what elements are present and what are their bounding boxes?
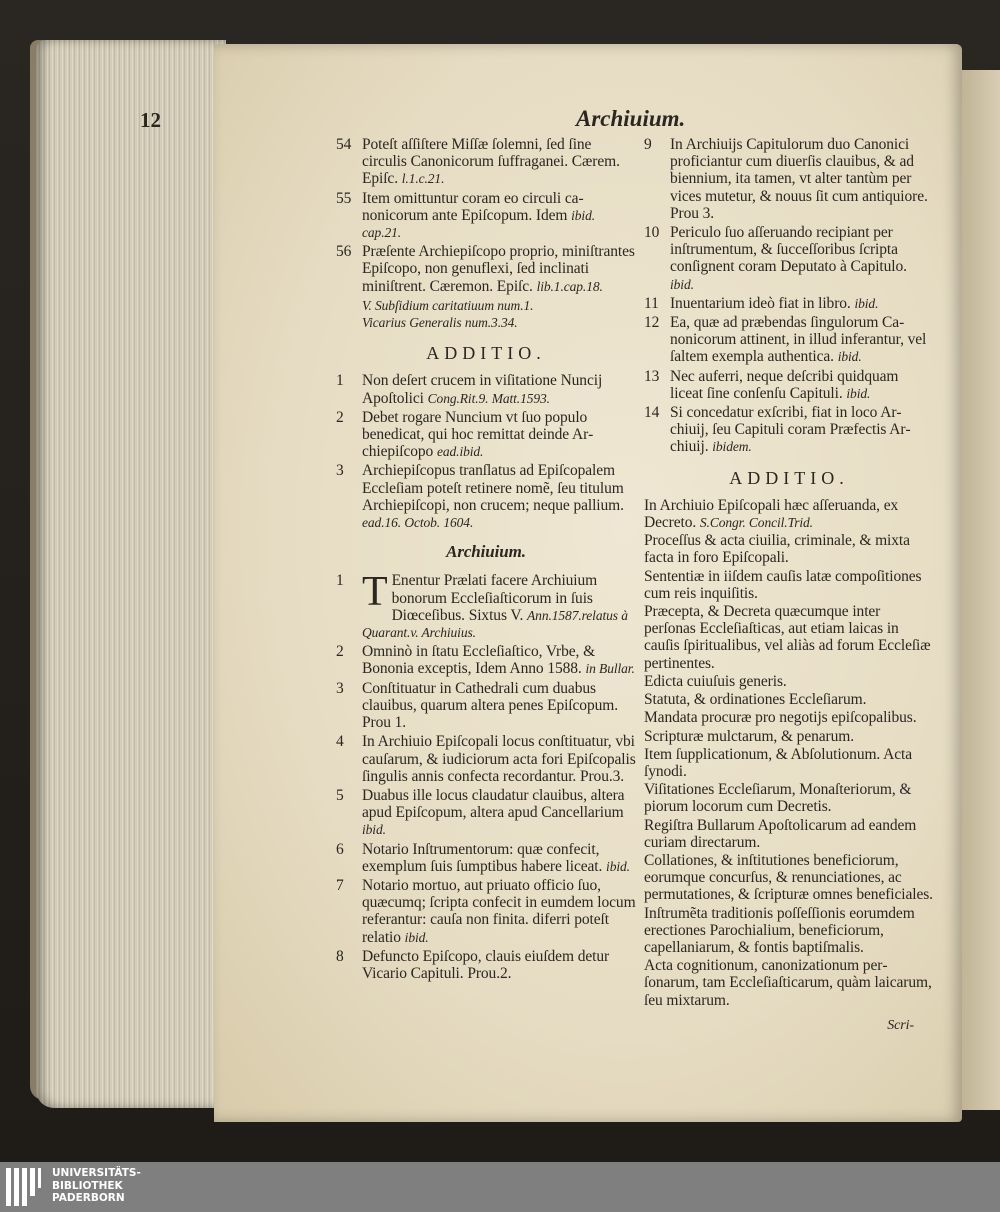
additio-entry	[336, 462, 636, 531]
list-item-text: Præcepta, & Decreta quæcumque inter perſonas Eccleſiaſticas, aut etiam laicas in cauſis ſpiritualibus, vel aliàs ad forum Eccleſiæ pertinentes.	[644, 603, 931, 672]
entry-number: 13	[644, 367, 660, 385]
entry-number: 14	[644, 404, 660, 422]
additio-list-item	[644, 957, 934, 1009]
library-name-line2: BIBLIOTHEK	[52, 1179, 123, 1192]
numbered-entry	[644, 136, 934, 222]
entry-text: Conſtituatur in Cathedrali cum duabus clauibus, quarum altera penes Epiſcopum. Prou 1.	[362, 679, 618, 732]
library-name	[52, 1167, 141, 1205]
entry-reference: ibid. cap.21.	[362, 207, 596, 241]
entry-reference: ibid.	[404, 929, 429, 945]
list-item-text: Item ſupplicationum, & Abſolutionum. Acta ſynodi.	[644, 745, 912, 780]
entry-text: Si concedatur exſcribi, fiat in loco Archiuij, ſeu Capituli coram Præfectis Archiuij.	[670, 404, 911, 456]
archiuium-entry	[336, 948, 636, 982]
additio-entry	[336, 372, 636, 406]
entry-text: Ea, quæ ad præbendas ſingulorum Canonicorum attinent, in illud inferantur, vel ſaltem exempla authentica.	[670, 314, 927, 366]
entry-text: Omninò in ſtatu Eccleſiaſtico, Vrbe, & Bononia exceptis, Idem Anno 1588.	[362, 643, 596, 678]
additio-list-item	[644, 691, 934, 708]
numbered-entry	[644, 224, 934, 293]
entry-number: 54	[336, 136, 352, 153]
entry-text: Notario mortuo, aut priuato officio ſuo, quæcumq; ſcripta confecit in eumdem locum referantur: cauſa non finita. diferri poteſt relatio	[362, 876, 636, 946]
additio-list-item	[644, 497, 934, 531]
additio-list-item	[644, 709, 934, 726]
right-column	[644, 136, 934, 1034]
entry-text: Defuncto Epiſcopo, clauis eiuſdem detur Vicario Capituli. Prou.2.	[362, 947, 610, 982]
entry-text: Archiepiſcopus tranſlatus ad Epiſcopalem Eccleſiam poteſt retinere nomẽ, ſeu titulum Archiepiſcopi, non crucem; neque pallium.	[362, 462, 624, 514]
entry-text: In Archiuijs Capitulorum duo Canonici proficiantur cum diuerſis clauibus, & ad biennium, ita tamen, vt alter tantùm per vices mutetur, & nouus ſit cum antiquiore. Prou 3.	[670, 136, 928, 222]
additio-list-item	[644, 532, 934, 566]
list-item-text: Statuta, & ordinationes Eccleſiarum.	[644, 691, 867, 709]
numbered-entry	[644, 314, 934, 366]
additio-list-item	[644, 728, 934, 745]
library-footer	[0, 1162, 1000, 1212]
entry-reference: ibid.	[606, 858, 630, 874]
entry-number: 4	[336, 733, 344, 751]
entry-reference: ibidem.	[712, 439, 752, 455]
numbered-entry	[336, 136, 636, 188]
entry-number: 12	[644, 314, 660, 332]
cross-reference: V. Subſidium caritatiuum num.1.	[362, 297, 534, 313]
entry-reference: ibid.	[670, 276, 694, 292]
entry-text: Poteſt aſſiſtere Miſſæ ſolemni, ſed ſine circulis Canonicorum ſuffraganei. Cærem. Epiſc.	[362, 136, 620, 188]
cross-reference: Vicarius Generalis num.3.34.	[362, 315, 518, 331]
catchword: Scri-	[887, 1017, 914, 1033]
entry-number: 9	[644, 136, 652, 153]
additio-list-item	[644, 603, 934, 672]
entry-reference: ibid.	[846, 385, 871, 401]
list-item-text: Regiſtra Bullarum Apoſtolicarum ad eandem curiam directarum.	[644, 816, 917, 851]
additio-list-item	[644, 673, 934, 690]
library-name-line1: UNIVERSITÄTS-	[52, 1167, 141, 1179]
entry-text: Non deſert crucem in viſitatione Nuncij Apoſtolici	[362, 372, 603, 407]
drop-capital: T	[362, 569, 388, 616]
entry-text: Debet rogare Nuncium vt ſuo populo benedicat, qui hoc remittat deinde Archiepiſcopo	[362, 408, 594, 461]
entry-reference: ibid.	[362, 822, 386, 838]
page-text	[336, 136, 946, 1096]
entry-reference: in Bullar.	[585, 661, 635, 677]
numbered-entry	[336, 243, 636, 295]
list-item-text: Mandata procuræ pro negotijs epiſcopalibus.	[644, 709, 917, 727]
additio-list-item	[644, 746, 934, 780]
section-heading-additio: ADDITIO.	[729, 467, 849, 488]
left-column	[336, 136, 636, 984]
entry-number: 5	[336, 786, 344, 804]
entry-text: Periculo ſuo aſſeruando recipiant per inſtrumentum, & ſucceſſoribus ſcripta conſignent coram Deputato à Capitulo.	[670, 224, 907, 276]
section-heading-additio: ADDITIO.	[426, 343, 546, 364]
entry-text: Item omittuntur coram eo circuli canonicorum ante Epiſcopum. Idem	[362, 189, 584, 224]
archiuium-entry	[336, 643, 636, 677]
entry-reference: l.1.c.21.	[401, 171, 445, 187]
list-item-text: Acta cognitionum, canonizationum perſonarum, tam Eccleſiaſticarum, quàm laicarum, ſeu mixtarum.	[644, 957, 932, 1009]
entry-number: 56	[336, 243, 352, 261]
list-item-text: Inſtrumẽta traditionis poſſeſſionis eorumdem erectiones Parochialium, beneficiorum, capellaniarum, & fontis baptiſmalis.	[644, 904, 915, 956]
archiuium-entry	[336, 569, 636, 641]
entry-number: 2	[336, 408, 344, 426]
running-title: Archiuium.	[576, 106, 686, 131]
entry-number: 1	[336, 572, 344, 590]
list-item-reference: S.Congr. Concil.Trid.	[699, 515, 813, 531]
numbered-entry	[336, 190, 636, 242]
archiuium-entry	[336, 680, 636, 732]
entry-number: 1	[336, 372, 344, 390]
entry-reference: Cong.Rit.9. Matt.1593.	[427, 390, 550, 406]
entry-text: Notario Inſtrumentorum: quæ confecit, exemplum ſuis ſumptibus habere liceat.	[362, 840, 607, 875]
archiuium-entry	[336, 733, 636, 785]
archiuium-entry	[336, 841, 636, 875]
entry-reference: Ann.1587.relatus à Quarant.v. Archiuius.	[362, 607, 628, 641]
entry-number: 3	[336, 462, 344, 480]
additio-list-item	[644, 905, 934, 957]
entry-reference: ibid.	[837, 349, 862, 365]
archiuium-entry	[336, 787, 636, 839]
list-item-text: Sententiæ in iiſdem cauſis latæ compoſitiones cum reis inquiſitis.	[644, 567, 922, 602]
list-item-text: In Archiuio Epiſcopali hæc aſſeruanda, ex Decreto.	[644, 496, 899, 532]
additio-list-item	[644, 568, 934, 602]
section-heading-archiuium: Archiuium.	[446, 542, 526, 562]
entry-text: Enentur Prælati facere Archiuium bonorum Eccleſiaſticorum in ſuis Diœceſibus. Sixtus V.	[391, 572, 598, 624]
page-number: 12	[140, 108, 161, 132]
additio-list-item	[644, 817, 934, 851]
list-item-text: Viſitationes Eccleſiarum, Monaſteriorum, & piorum locorum cum Decretis.	[644, 781, 912, 816]
list-item-text: Scripturæ mulctarum, & penarum.	[644, 727, 854, 745]
entry-reference: lib.1.cap.18.	[536, 278, 603, 294]
list-item-text: Proceſſus & acta ciuilia, criminale, & mixta facta in foro Epiſcopali.	[644, 532, 910, 567]
library-logo-icon	[6, 1168, 42, 1206]
entry-number: 2	[336, 643, 344, 661]
entry-number: 8	[336, 947, 344, 965]
numbered-entry	[644, 368, 934, 402]
entry-reference: ead.ibid.	[436, 444, 484, 460]
additio-list-item	[644, 852, 934, 904]
book-page-edges	[36, 40, 226, 1108]
entry-reference: ead.16. Octob. 1604.	[362, 515, 474, 531]
additio-entry	[336, 409, 636, 461]
entry-text: Inuentarium ideò fiat in libro.	[670, 294, 855, 312]
entry-text: Nec auferri, neque deſcribi quidquam liceat ſine conſenſu Capituli.	[670, 367, 899, 402]
entry-text: Præſente Archiepiſcopo proprio, miniſtrantes Epiſcopo, non genuflexi, ſed inclinati miniſtrent. Cæremon. Epiſc.	[362, 243, 635, 295]
entry-number: 6	[336, 840, 344, 858]
numbered-entry	[644, 404, 934, 456]
additio-list-item	[644, 781, 934, 815]
entry-number: 11	[644, 294, 659, 312]
entry-text: In Archiuio Epiſcopali locus conſtituatur, vbi cauſarum, & iudiciorum acta fori Epiſcopalis ſingulis annis confecta recordantur. Prou.3.	[362, 733, 636, 785]
entry-number: 55	[336, 189, 352, 207]
library-name-line3: PADERBORN	[52, 1192, 125, 1204]
entry-reference: ibid.	[854, 295, 879, 311]
entry-number: 10	[644, 224, 660, 242]
list-item-text: Collationes, & inſtitutiones beneficiorum, eorumque concurſus, & renunciationes, ac permutationes, & ſcripturæ omnes beneficiales.	[644, 851, 933, 904]
entry-number: 7	[336, 876, 344, 894]
numbered-entry	[644, 295, 934, 312]
list-item-text: Edicta cuiuſuis generis.	[644, 672, 787, 690]
archiuium-entry	[336, 877, 636, 946]
entry-number: 3	[336, 679, 344, 697]
entry-text: Duabus ille locus claudatur clauibus, altera apud Epiſcopum, altera apud Cancellarium	[362, 786, 625, 822]
